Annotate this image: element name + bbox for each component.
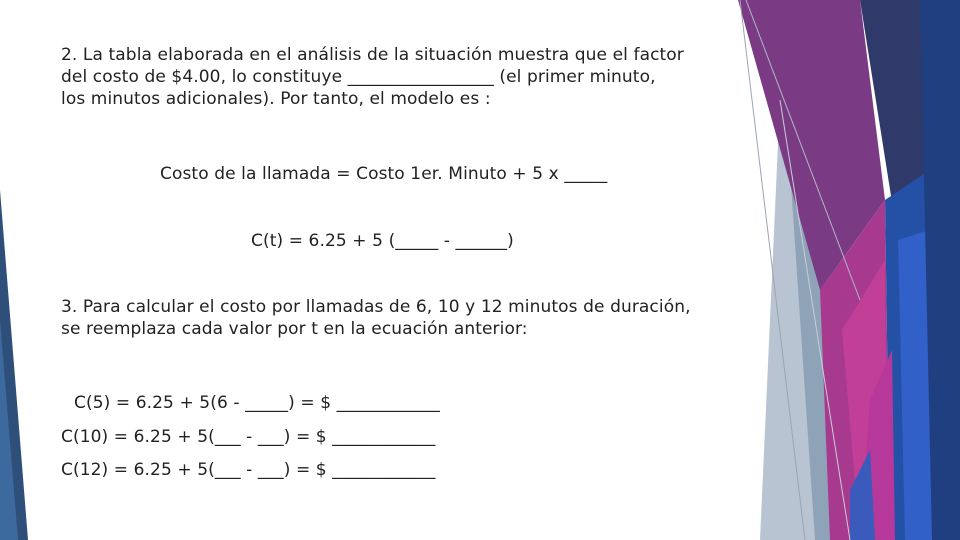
paragraph-3-line-1: 3. Para calcular el costo por llamadas de 6, 10 y 12 minutos de duración, <box>61 297 691 317</box>
paragraph-2 <box>61 44 684 110</box>
calculation-c12: C(12) = 6.25 + 5(___ - ___) = $ ____________ <box>61 460 436 480</box>
formula-model: C(t) = 6.25 + 5 (_____ - ______) <box>251 231 514 251</box>
calculation-c5: C(5) = 6.25 + 5(6 - _____) = $ ____________ <box>74 393 440 413</box>
paragraph-2-line-2: del costo de $4.00, lo constituye _________________ (el primer minuto, <box>61 67 656 87</box>
right-decoration <box>720 0 960 540</box>
calculation-c10: C(10) = 6.25 + 5(___ - ___) = $ ____________ <box>61 427 436 447</box>
paragraph-2-line-1: 2. La tabla elaborada en el análisis de la situación muestra que el factor <box>61 45 684 65</box>
paragraph-2-line-3: los minutos adicionales). Por tanto, el modelo es : <box>61 89 491 109</box>
left-decoration <box>0 0 40 540</box>
paragraph-3-line-2: se reemplaza cada valor por t en la ecuación anterior: <box>61 319 528 339</box>
paragraph-3 <box>61 296 691 340</box>
formula-general: Costo de la llamada = Costo 1er. Minuto + 5 x _____ <box>160 164 608 184</box>
